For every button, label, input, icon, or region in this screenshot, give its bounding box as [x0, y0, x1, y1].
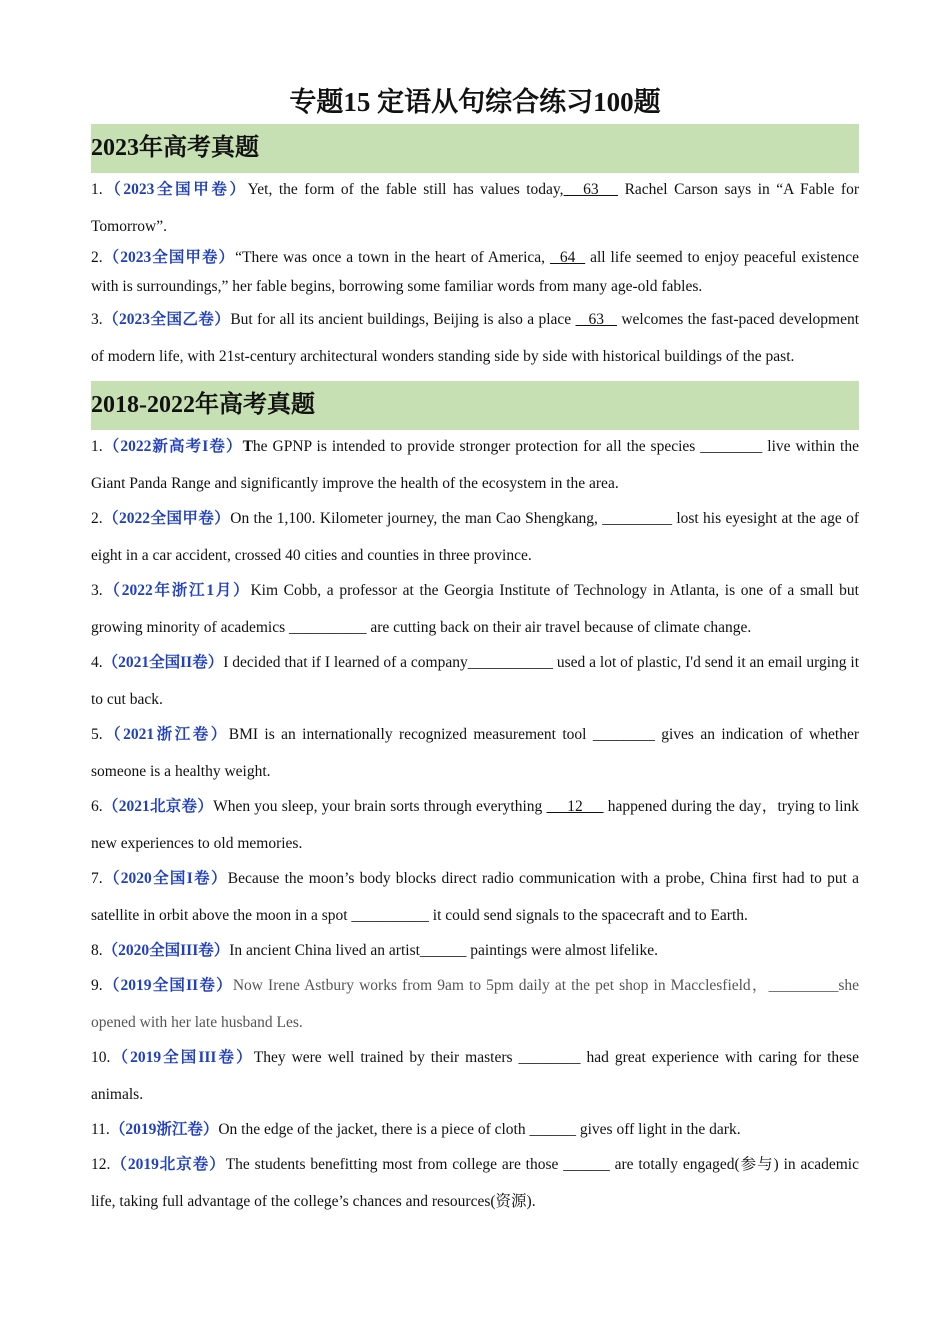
question-number: 12.: [91, 1156, 111, 1173]
question-2019-11: [91, 1111, 859, 1148]
question-text: he GPNP is intended to provide stronger protection for all the species ________ live within the Giant Panda Range and significantly improve the health of the ecosystem in the area.: [91, 438, 859, 492]
question-source: （2023全国乙卷）: [102, 311, 231, 328]
question-2019-9: [91, 967, 859, 1041]
question-text: Yet, the form of the fable still has values today,: [247, 181, 564, 198]
question-number: 3.: [91, 311, 103, 328]
question-text: I decided that if I learned of a company___________ used a lot of plastic, I'd send it an email urging it to cut back.: [91, 654, 859, 708]
question-2023-3: [91, 301, 859, 375]
question-text-initial: T: [242, 438, 253, 455]
question-source: （2020全国I卷）: [102, 870, 228, 887]
question-text: “There was once a town in the heart of America,: [235, 249, 550, 266]
question-text: Kim Cobb, a professor at the Georgia Institute of Technology in Atlanta, is one of a small but growing minority of academics __________ are cutting back on their air travel because of climate change.: [91, 582, 859, 636]
question-source: （2021浙江卷）: [102, 726, 229, 743]
question-text: happened during the day，trying to link new experiences to old memories.: [91, 798, 860, 852]
question-number: 11.: [91, 1121, 110, 1138]
page-title: 专题15 定语从句综合练习100题: [289, 87, 661, 117]
question-2023-2: [91, 243, 859, 301]
question-text: When you sleep, your brain sorts through everything: [213, 798, 547, 815]
question-source: （2019北京卷）: [110, 1156, 226, 1173]
question-text: On the edge of the jacket, there is a piece of cloth ______ gives off light in the dark.: [218, 1121, 741, 1138]
question-text: Rachel Carson says in “A Fable for Tomorrow”.: [91, 181, 859, 235]
question-number: 1.: [91, 181, 103, 198]
question-text: Now Irene Astbury works from 9am to 5pm daily at the pet shop in Macclesfield，_________she opened with her late husband Les.: [91, 977, 859, 1031]
question-source: （2021全国II卷）: [102, 654, 224, 671]
question-text: BMI is an internationally recognized measurement tool ________ gives an indication of whether someone is a healthy weight.: [91, 726, 859, 780]
question-source: （2022年浙江1月）: [102, 582, 251, 599]
question-2022-1: [91, 428, 859, 502]
question-text: Because the moon’s body blocks direct radio communication with a probe, China first had to put a satellite in orbit above the moon in a spot __________ it could send signals to the spacecraft and to Earth.: [91, 870, 859, 924]
question-source: （2021北京卷）: [102, 798, 214, 815]
question-source: （2022全国甲卷）: [102, 510, 231, 527]
question-2022-3: [91, 572, 859, 646]
question-source: （2019全国III卷）: [110, 1049, 254, 1066]
question-text: The students benefitting most from college are those ______ are totally engaged(参与) in academic life, taking full advantage of the college’s chances and resources(资源).: [91, 1156, 859, 1210]
question-number: 9.: [91, 977, 103, 994]
question-text: welcomes the fast-paced development of modern life, with 21st-century architectural wonders standing side by side with historical buildings of the past.: [91, 311, 860, 365]
question-source: （2023全国甲卷）: [102, 181, 248, 198]
question-number: 2.: [91, 249, 103, 266]
question-number: 5.: [91, 726, 103, 743]
question-text: all life seemed to enjoy peaceful existence with is surroundings,” her fable begins, borrowing some familiar words from many age-old fables.: [91, 249, 859, 295]
question-number: 8.: [91, 942, 103, 959]
question-number: 10.: [91, 1049, 111, 1066]
question-2019-10: [91, 1039, 859, 1113]
answer-blank: 12: [546, 798, 604, 815]
question-text: In ancient China lived an artist______ paintings were almost lifelike.: [229, 942, 658, 959]
question-source: （2020全国III卷）: [102, 942, 230, 959]
answer-blank: 63: [563, 181, 619, 198]
question-text: But for all its ancient buildings, Beijing is also a place: [230, 311, 576, 328]
question-source: （2022新高考I卷）: [102, 438, 243, 455]
question-2021-6: [91, 788, 859, 862]
question-text: On the 1,100. Kilometer journey, the man Cao Shengkang, _________ lost his eyesight at the age of eight in a car accident, crossed 40 cities and counties in three province.: [91, 510, 859, 564]
question-2020-8: [91, 932, 859, 969]
question-2021-5: [91, 716, 859, 790]
section-heading-2018-2022: 2018-2022年高考真题: [91, 381, 859, 430]
answer-blank: 64: [549, 249, 586, 266]
question-2022-2: [91, 500, 859, 574]
question-number: 3.: [91, 582, 103, 599]
question-2023-1: [91, 171, 859, 245]
question-2020-7: [91, 860, 859, 934]
question-source: （2019浙江卷）: [109, 1121, 219, 1138]
question-2021-4: [91, 644, 859, 718]
section-heading-2023: 2023年高考真题: [91, 124, 859, 173]
question-number: 6.: [91, 798, 103, 815]
question-number: 7.: [91, 870, 103, 887]
question-2019-12: [91, 1146, 859, 1220]
answer-blank: 63: [575, 311, 618, 328]
question-source: （2023全国甲卷）: [102, 249, 236, 266]
question-number: 4.: [91, 654, 103, 671]
question-number: 1.: [91, 438, 103, 455]
question-text: They were well trained by their masters ________ had great experience with caring for these animals.: [91, 1049, 859, 1103]
question-number: 2.: [91, 510, 103, 527]
question-source: （2019全国II卷）: [102, 977, 233, 994]
document-page: [91, 82, 859, 1220]
